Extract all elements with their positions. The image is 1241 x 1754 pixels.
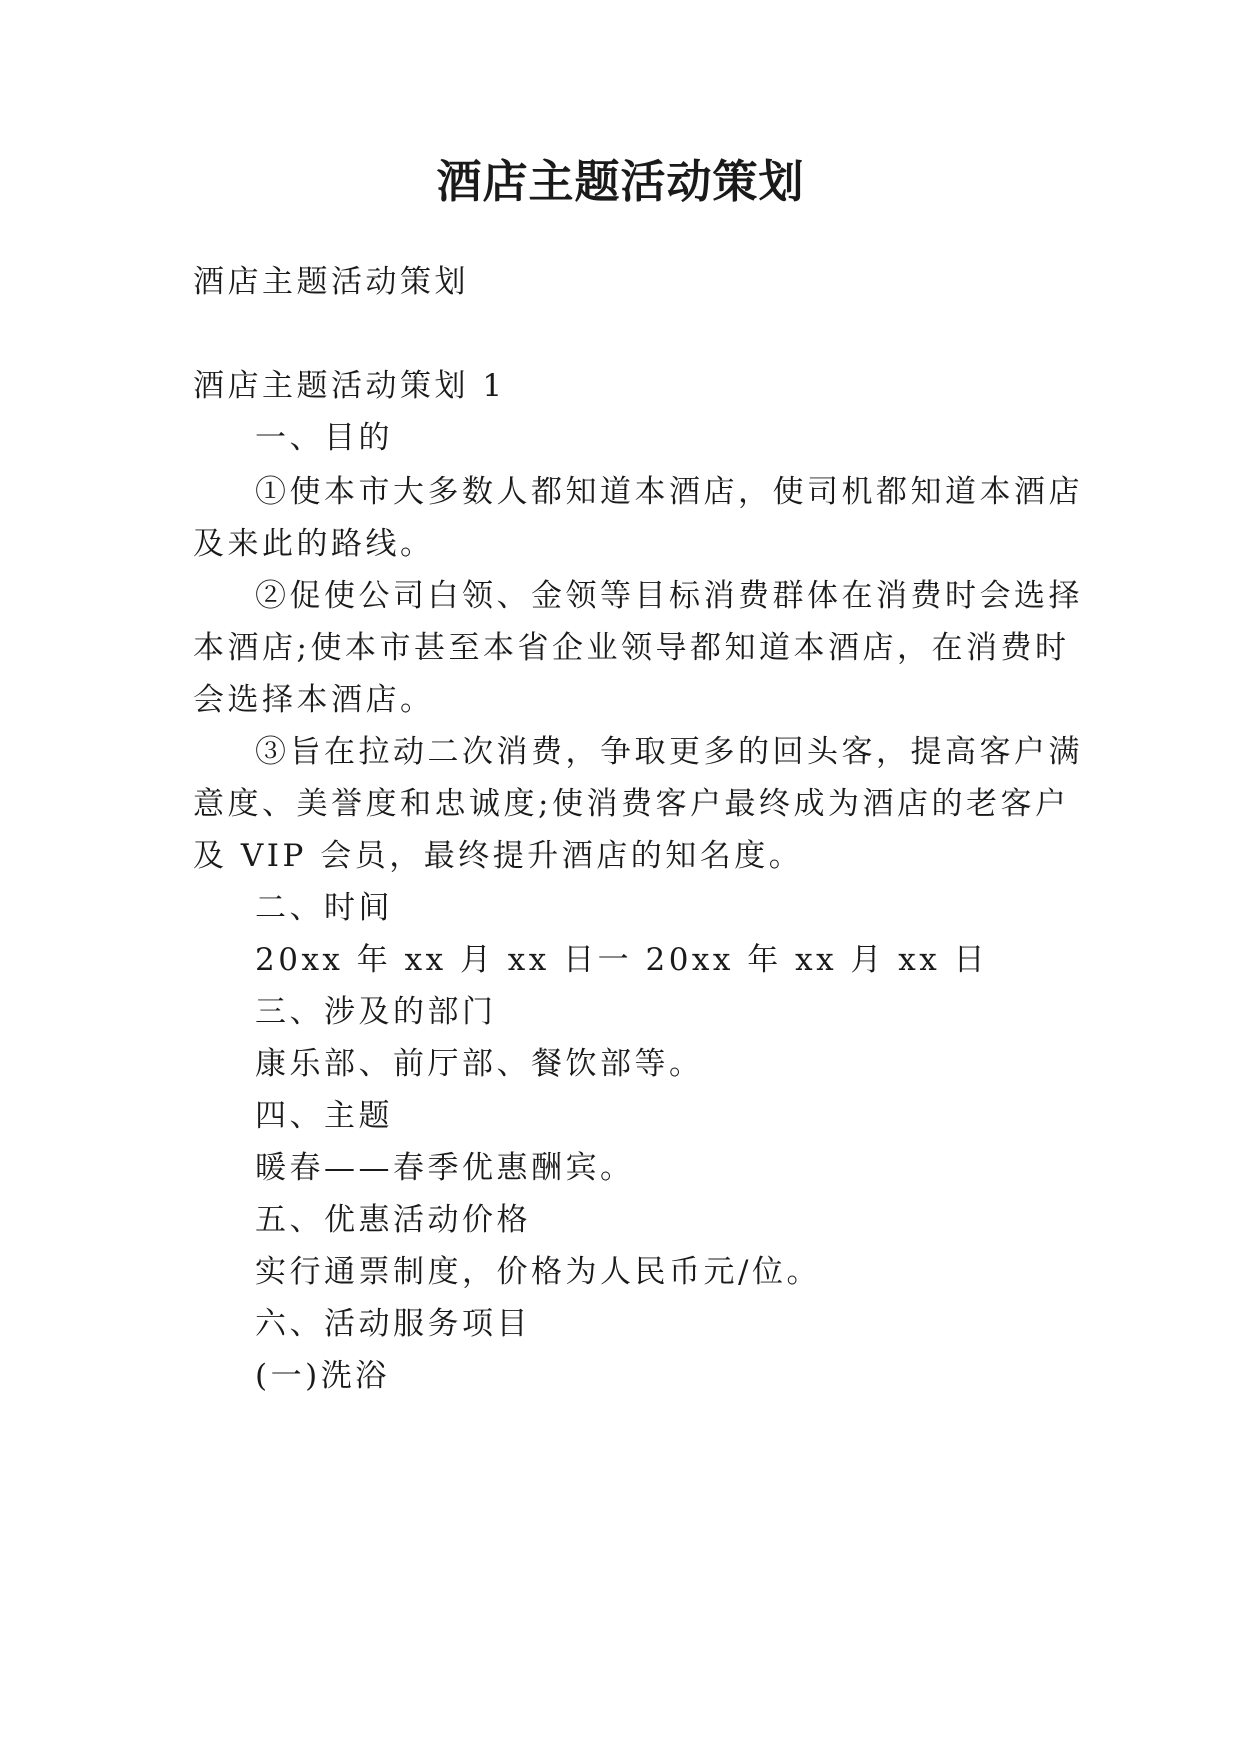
service-item: (一)洗浴	[255, 1358, 390, 1394]
time-range: 20xx 年 xx 月 xx 日一 20xx 年 xx 月 xx 日	[255, 942, 989, 978]
paragraph-line: 本酒店;使本市甚至本省企业领导都知道本酒店，在消费时	[193, 630, 1070, 666]
price-text: 实行通票制度，价格为人民币元/位。	[255, 1254, 821, 1290]
heading-purpose: 一、目的	[255, 420, 393, 456]
heading-price: 五、优惠活动价格	[255, 1202, 531, 1238]
paragraph-line: 会选择本酒店。	[193, 682, 435, 718]
document-subtitle: 酒店主题活动策划	[193, 264, 469, 300]
paragraph-line: ②促使公司白领、金领等目标消费群体在消费时会选择	[255, 578, 1083, 614]
theme-text: 暖春——春季优惠酬宾。	[255, 1150, 635, 1186]
heading-services: 六、活动服务项目	[255, 1306, 531, 1342]
paragraph-line: ③旨在拉动二次消费，争取更多的回头客，提高客户满	[255, 734, 1083, 770]
heading-departments: 三、涉及的部门	[255, 994, 497, 1030]
section-heading: 酒店主题活动策划 1	[193, 368, 506, 404]
paragraph-line: 及来此的路线。	[193, 526, 435, 562]
paragraph-line: 及 VIP 会员，最终提升酒店的知名度。	[193, 838, 804, 874]
document-title: 酒店主题活动策划	[436, 155, 805, 208]
departments-text: 康乐部、前厅部、餐饮部等。	[255, 1046, 704, 1082]
heading-time: 二、时间	[255, 890, 393, 926]
heading-theme: 四、主题	[255, 1098, 393, 1134]
paragraph-line: 意度、美誉度和忠诚度;使消费客户最终成为酒店的老客户	[193, 786, 1070, 822]
paragraph-line: ①使本市大多数人都知道本酒店，使司机都知道本酒店	[255, 474, 1083, 510]
